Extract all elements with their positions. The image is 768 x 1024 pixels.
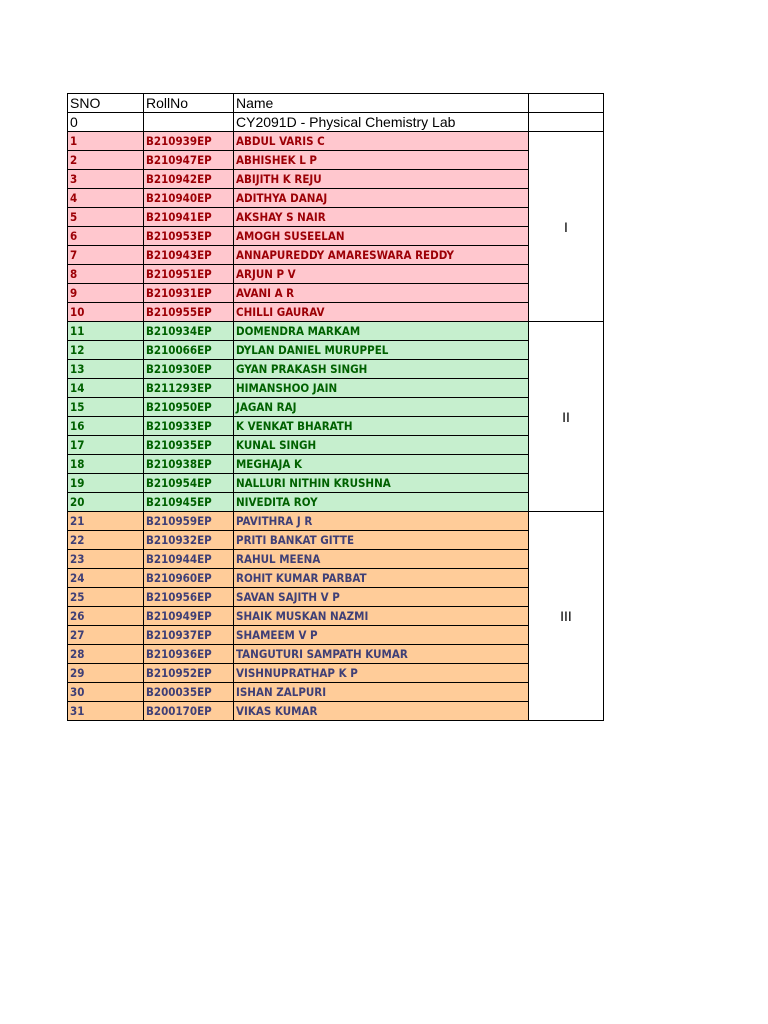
sno-cell[interactable]: 2 bbox=[68, 151, 144, 170]
name-cell[interactable]: ABHISHEK L P bbox=[234, 151, 529, 170]
table-row bbox=[68, 664, 604, 683]
rollno-cell[interactable]: B210954EP bbox=[144, 474, 234, 493]
table-row bbox=[68, 379, 604, 398]
rollno-cell[interactable]: B210937EP bbox=[144, 626, 234, 645]
table-row bbox=[68, 607, 604, 626]
table-row bbox=[68, 417, 604, 436]
name-cell[interactable]: SHAIK MUSKAN NAZMI bbox=[234, 607, 529, 626]
name-cell[interactable]: ISHAN ZALPURI bbox=[234, 683, 529, 702]
rollno-cell[interactable]: B210940EP bbox=[144, 189, 234, 208]
student-group-table bbox=[67, 93, 604, 721]
table-row bbox=[68, 531, 604, 550]
table-row bbox=[68, 341, 604, 360]
rollno-cell[interactable]: B210947EP bbox=[144, 151, 234, 170]
name-cell[interactable]: K VENKAT BHARATH bbox=[234, 417, 529, 436]
table-row bbox=[68, 550, 604, 569]
name-cell[interactable]: ABIJITH K REJU bbox=[234, 170, 529, 189]
sno-cell[interactable]: 11 bbox=[68, 322, 144, 341]
name-cell[interactable]: NALLURI NITHIN KRUSHNA bbox=[234, 474, 529, 493]
rollno-cell[interactable]: B211293EP bbox=[144, 379, 234, 398]
header-row bbox=[68, 94, 604, 113]
name-cell[interactable]: DYLAN DANIEL MURUPPEL bbox=[234, 341, 529, 360]
sno-cell[interactable]: 23 bbox=[68, 550, 144, 569]
rollno-cell[interactable]: B210953EP bbox=[144, 227, 234, 246]
name-cell[interactable]: PRITI BANKAT GITTE bbox=[234, 531, 529, 550]
rollno-cell[interactable]: B210941EP bbox=[144, 208, 234, 227]
table-row bbox=[68, 645, 604, 664]
name-cell[interactable]: ROHIT KUMAR PARBAT bbox=[234, 569, 529, 588]
rollno-cell[interactable]: B210942EP bbox=[144, 170, 234, 189]
sno-cell[interactable]: 8 bbox=[68, 265, 144, 284]
course-row bbox=[68, 113, 604, 132]
sno-cell[interactable]: 31 bbox=[68, 702, 144, 721]
rollno-cell[interactable]: B210956EP bbox=[144, 588, 234, 607]
rollno-cell[interactable]: B210936EP bbox=[144, 645, 234, 664]
table-row bbox=[68, 683, 604, 702]
sno-cell[interactable]: 18 bbox=[68, 455, 144, 474]
rollno-cell[interactable]: B210933EP bbox=[144, 417, 234, 436]
name-cell[interactable]: AKSHAY S NAIR bbox=[234, 208, 529, 227]
rollno-cell[interactable]: B210931EP bbox=[144, 284, 234, 303]
rollno-cell[interactable]: B210960EP bbox=[144, 569, 234, 588]
table-row bbox=[68, 208, 604, 227]
table-row bbox=[68, 360, 604, 379]
name-cell[interactable]: RAHUL MEENA bbox=[234, 550, 529, 569]
table-row bbox=[68, 702, 604, 721]
name-cell[interactable]: JAGAN RAJ bbox=[234, 398, 529, 417]
header-rollno[interactable]: RollNo bbox=[144, 94, 234, 113]
rollno-cell[interactable]: B200035EP bbox=[144, 683, 234, 702]
table-row bbox=[68, 436, 604, 455]
name-cell[interactable]: ABDUL VARIS C bbox=[234, 132, 529, 151]
rollno-cell[interactable]: B210949EP bbox=[144, 607, 234, 626]
rollno-cell[interactable]: B210951EP bbox=[144, 265, 234, 284]
name-cell[interactable]: NIVEDITA ROY bbox=[234, 493, 529, 512]
sno-cell[interactable]: 9 bbox=[68, 284, 144, 303]
table-row bbox=[68, 398, 604, 417]
name-cell[interactable]: GYAN PRAKASH SINGH bbox=[234, 360, 529, 379]
rollno-cell[interactable]: B210930EP bbox=[144, 360, 234, 379]
rollno-cell[interactable]: B210952EP bbox=[144, 664, 234, 683]
sno-cell[interactable]: 15 bbox=[68, 398, 144, 417]
sno-cell[interactable]: 21 bbox=[68, 512, 144, 531]
name-cell[interactable]: VISHNUPRATHAP K P bbox=[234, 664, 529, 683]
sno-cell[interactable]: 4 bbox=[68, 189, 144, 208]
table-body bbox=[68, 94, 604, 721]
table-row bbox=[68, 189, 604, 208]
name-cell[interactable]: MEGHAJA K bbox=[234, 455, 529, 474]
name-cell[interactable]: TANGUTURI SAMPATH KUMAR bbox=[234, 645, 529, 664]
header-sno[interactable]: SNO bbox=[68, 94, 144, 113]
sno-cell[interactable]: 28 bbox=[68, 645, 144, 664]
course-sno[interactable]: 0 bbox=[68, 113, 144, 132]
rollno-cell[interactable]: B210943EP bbox=[144, 246, 234, 265]
sno-cell[interactable]: 7 bbox=[68, 246, 144, 265]
sno-cell[interactable]: 27 bbox=[68, 626, 144, 645]
name-cell[interactable]: AVANI A R bbox=[234, 284, 529, 303]
sno-cell[interactable]: 22 bbox=[68, 531, 144, 550]
table-row bbox=[68, 512, 604, 531]
table-row bbox=[68, 246, 604, 265]
table-row bbox=[68, 455, 604, 474]
sno-cell[interactable]: 17 bbox=[68, 436, 144, 455]
rollno-cell[interactable]: B210959EP bbox=[144, 512, 234, 531]
name-cell[interactable]: HIMANSHOO JAIN bbox=[234, 379, 529, 398]
table-row bbox=[68, 493, 604, 512]
name-cell[interactable]: SAVAN SAJITH V P bbox=[234, 588, 529, 607]
sno-cell[interactable]: 26 bbox=[68, 607, 144, 626]
sno-cell[interactable]: 24 bbox=[68, 569, 144, 588]
table-row bbox=[68, 151, 604, 170]
table-row bbox=[68, 284, 604, 303]
rollno-cell[interactable]: B210945EP bbox=[144, 493, 234, 512]
name-cell[interactable]: KUNAL SINGH bbox=[234, 436, 529, 455]
table-row bbox=[68, 265, 604, 284]
sno-cell[interactable]: 25 bbox=[68, 588, 144, 607]
table-row bbox=[68, 588, 604, 607]
sno-cell[interactable]: 1 bbox=[68, 132, 144, 151]
rollno-cell[interactable]: B210934EP bbox=[144, 322, 234, 341]
table-row bbox=[68, 303, 604, 322]
table-row bbox=[68, 474, 604, 493]
rollno-cell[interactable]: B210955EP bbox=[144, 303, 234, 322]
name-cell[interactable]: ANNAPUREDDY AMARESWARA REDDY bbox=[234, 246, 529, 265]
rollno-cell[interactable]: B210938EP bbox=[144, 455, 234, 474]
name-cell[interactable]: CHILLI GAURAV bbox=[234, 303, 529, 322]
name-cell[interactable]: ARJUN P V bbox=[234, 265, 529, 284]
course-extra[interactable] bbox=[529, 113, 604, 132]
sno-cell[interactable]: 20 bbox=[68, 493, 144, 512]
table-row bbox=[68, 227, 604, 246]
sno-cell[interactable]: 29 bbox=[68, 664, 144, 683]
table-row bbox=[68, 626, 604, 645]
header-extra[interactable] bbox=[529, 94, 604, 113]
table-row bbox=[68, 322, 604, 341]
group-label-cell[interactable]: III bbox=[529, 512, 604, 721]
rollno-cell[interactable]: B210950EP bbox=[144, 398, 234, 417]
sno-cell[interactable]: 12 bbox=[68, 341, 144, 360]
rollno-cell[interactable]: B210066EP bbox=[144, 341, 234, 360]
group-label-cell[interactable]: I bbox=[529, 132, 604, 322]
sno-cell[interactable]: 10 bbox=[68, 303, 144, 322]
rollno-cell[interactable]: B210932EP bbox=[144, 531, 234, 550]
name-cell[interactable]: VIKAS KUMAR bbox=[234, 702, 529, 721]
name-cell[interactable]: PAVITHRA J R bbox=[234, 512, 529, 531]
sno-cell[interactable]: 13 bbox=[68, 360, 144, 379]
sno-cell[interactable]: 5 bbox=[68, 208, 144, 227]
header-name[interactable]: Name bbox=[234, 94, 529, 113]
course-rollno[interactable] bbox=[144, 113, 234, 132]
sno-cell[interactable]: 16 bbox=[68, 417, 144, 436]
group-label-cell[interactable]: II bbox=[529, 322, 604, 512]
name-cell[interactable]: DOMENDRA MARKAM bbox=[234, 322, 529, 341]
sno-cell[interactable]: 3 bbox=[68, 170, 144, 189]
rollno-cell[interactable]: B210935EP bbox=[144, 436, 234, 455]
sno-cell[interactable]: 14 bbox=[68, 379, 144, 398]
rollno-cell[interactable]: B200170EP bbox=[144, 702, 234, 721]
table-row bbox=[68, 569, 604, 588]
rollno-cell[interactable]: B210939EP bbox=[144, 132, 234, 151]
name-cell[interactable]: ADITHYA DANAJ bbox=[234, 189, 529, 208]
sno-cell[interactable]: 6 bbox=[68, 227, 144, 246]
sno-cell[interactable]: 19 bbox=[68, 474, 144, 493]
rollno-cell[interactable]: B210944EP bbox=[144, 550, 234, 569]
name-cell[interactable]: SHAMEEM V P bbox=[234, 626, 529, 645]
course-title[interactable]: CY2091D - Physical Chemistry Lab bbox=[234, 113, 529, 132]
table-row bbox=[68, 170, 604, 189]
name-cell[interactable]: AMOGH SUSEELAN bbox=[234, 227, 529, 246]
sno-cell[interactable]: 30 bbox=[68, 683, 144, 702]
table-row bbox=[68, 132, 604, 151]
